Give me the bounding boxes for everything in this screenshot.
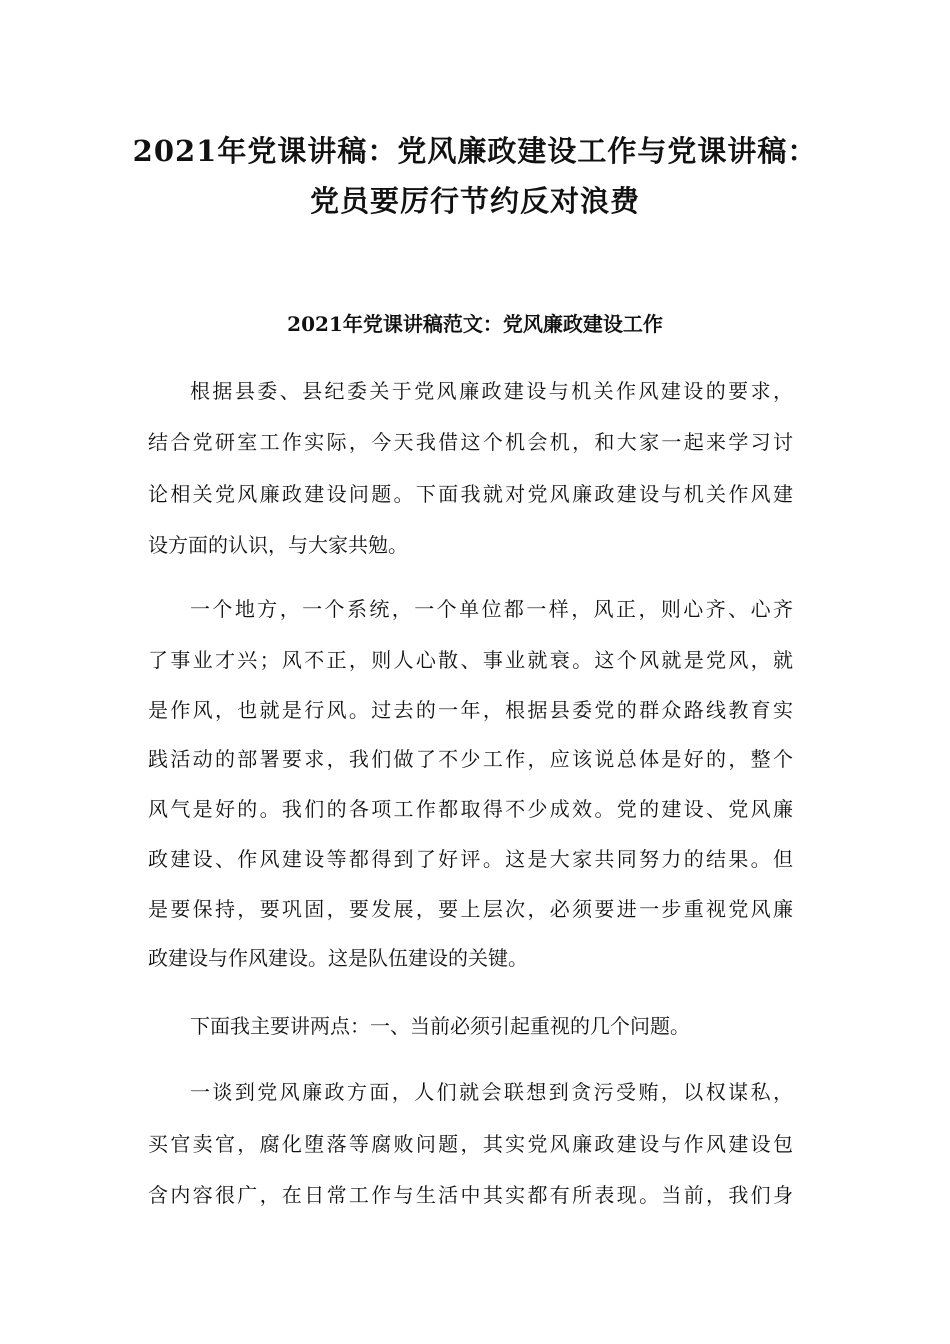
paragraph-line: 了事业才兴；风不正，则人心散、事业就衰。这个风就是党风，就 bbox=[148, 648, 793, 672]
paragraph-line: 一谈到党风廉政方面，人们就会联想到贪污受贿，以权谋私， bbox=[190, 1080, 793, 1104]
paragraph-line: 含内容很广，在日常工作与生活中其实都有所表现。当前，我们身 bbox=[148, 1183, 793, 1207]
paragraph-line: 论相关党风廉政建设问题。下面我就对党风廉政建设与机关作风建 bbox=[148, 482, 793, 506]
paragraph-line: 政建设、作风建设等都得到了好评。这是大家共同努力的结果。但 bbox=[148, 847, 793, 871]
paragraph-line: 买官卖官，腐化堕落等腐败问题，其实党风廉政建设与作风建设包 bbox=[148, 1132, 793, 1156]
paragraph-line: 政建设与作风建设。这是队伍建设的关键。 bbox=[148, 946, 528, 970]
paragraph-line: 风气是好的。我们的各项工作都取得不少成效。党的建设、党风廉 bbox=[148, 797, 793, 821]
paragraph-line: 根据县委、县纪委关于党风廉政建设与机关作风建设的要求， bbox=[190, 379, 793, 403]
paragraph-line: 践活动的部署要求，我们做了不少工作，应该说总体是好的，整个 bbox=[148, 747, 793, 771]
section-heading: 2021年党课讲稿范文：党风廉政建设工作 bbox=[287, 312, 663, 336]
paragraph-line: 是要保持，要巩固，要发展，要上层次，必须要进一步重视党风廉 bbox=[148, 897, 793, 921]
paragraph-line: 设方面的认识，与大家共勉。 bbox=[148, 533, 408, 557]
paragraph-line: 下面我主要讲两点：一、当前必须引起重视的几个问题。 bbox=[190, 1014, 690, 1038]
document-title-line-2: 党员要厉行节约反对浪费 bbox=[309, 184, 640, 218]
paragraph-line: 结合党研室工作实际，今天我借这个机会机，和大家一起来学习讨 bbox=[148, 430, 793, 454]
document-title-line-1: 2021年党课讲稿：党风廉政建设工作与党课讲稿： bbox=[132, 134, 818, 168]
paragraph-line: 是作风，也就是行风。过去的一年，根据县委党的群众路线教育实 bbox=[148, 698, 793, 722]
paragraph-line: 一个地方，一个系统，一个单位都一样，风正，则心齐、心齐 bbox=[190, 597, 793, 621]
